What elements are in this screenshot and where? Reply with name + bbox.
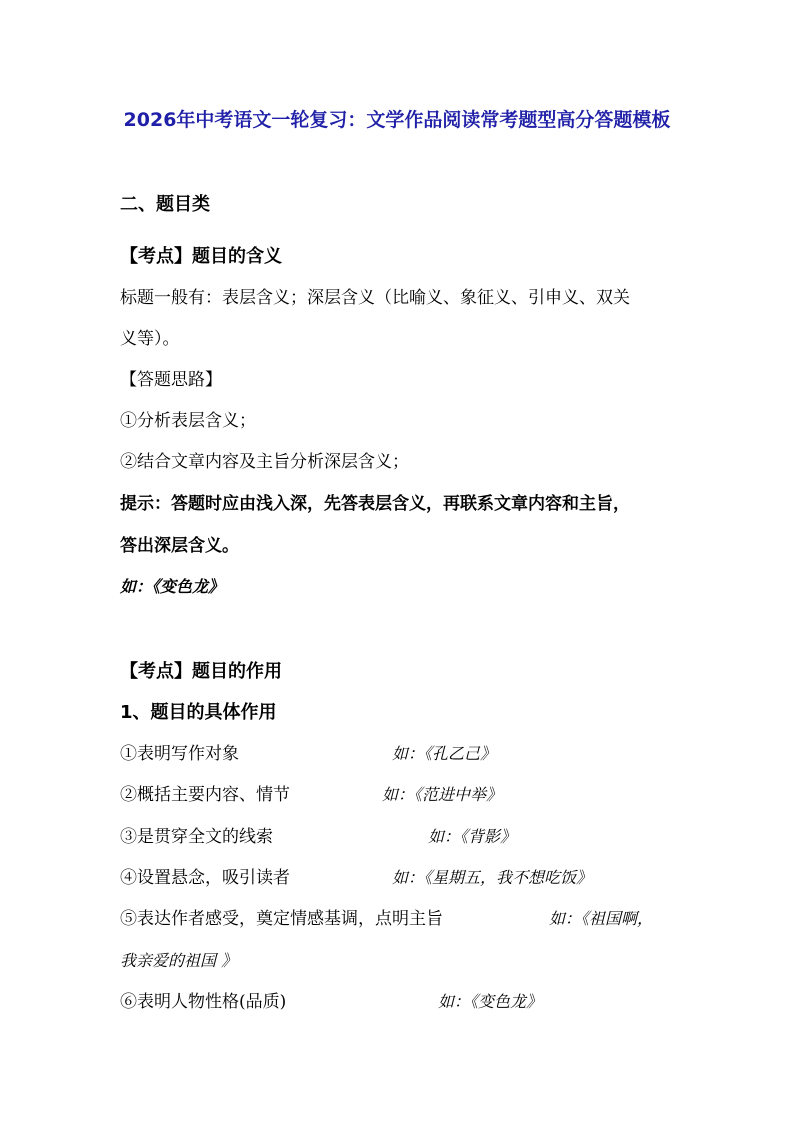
function-item-example: 如：《范进中举》 (382, 785, 503, 804)
function-item: ⑥表明人物性格(品质) (120, 992, 287, 1012)
meaning-description-line-2: 义等）。 (120, 329, 180, 349)
topic-heading-function: 【考点】题目的作用 (120, 661, 282, 682)
function-item-example: 如：《星期五，我不想吃饭》 (392, 868, 593, 887)
tip-line-1: 提示：答题时应由浅入深，先答表层含义，再联系文章内容和主旨， (120, 494, 630, 514)
approach-step-2: ②结合文章内容及主旨分析深层含义； (120, 452, 409, 472)
section-heading: 二、题目类 (120, 194, 210, 215)
function-item: ②概括主要内容、情节 (120, 785, 290, 805)
document-title: 2026年中考语文一轮复习：文学作品阅读常考题型高分答题模板 (123, 109, 671, 131)
answer-approach-label: 【答题思路】 (120, 370, 222, 390)
function-subheading: 1、题目的具体作用 (120, 702, 277, 723)
meaning-example: 如：《变色龙》 (120, 577, 225, 596)
meaning-description-line-1: 标题一般有：表层含义；深层含义（比喻义、象征义、引申义、双关 (120, 288, 630, 308)
approach-step-1: ①分析表层含义； (120, 411, 256, 431)
function-item-example: 如：《孔乙己》 (392, 744, 497, 763)
function-item-example: 如：《背影》 (428, 827, 517, 846)
function-item: ③是贯穿全文的线索 (120, 827, 273, 847)
function-item-example-continued: 我亲爱的祖国 》 (120, 951, 238, 970)
function-item: ①表明写作对象 (120, 744, 239, 764)
topic-heading-meaning: 【考点】题目的含义 (120, 246, 282, 267)
function-item-example: 如：《变色龙》 (438, 992, 543, 1011)
tip-line-2: 答出深层含义。 (120, 536, 239, 556)
function-item-example: 如：《祖国啊， (549, 909, 654, 928)
function-item: ⑤表达作者感受，奠定情感基调，点明主旨 (120, 909, 443, 929)
function-item: ④设置悬念，吸引读者 (120, 868, 290, 888)
